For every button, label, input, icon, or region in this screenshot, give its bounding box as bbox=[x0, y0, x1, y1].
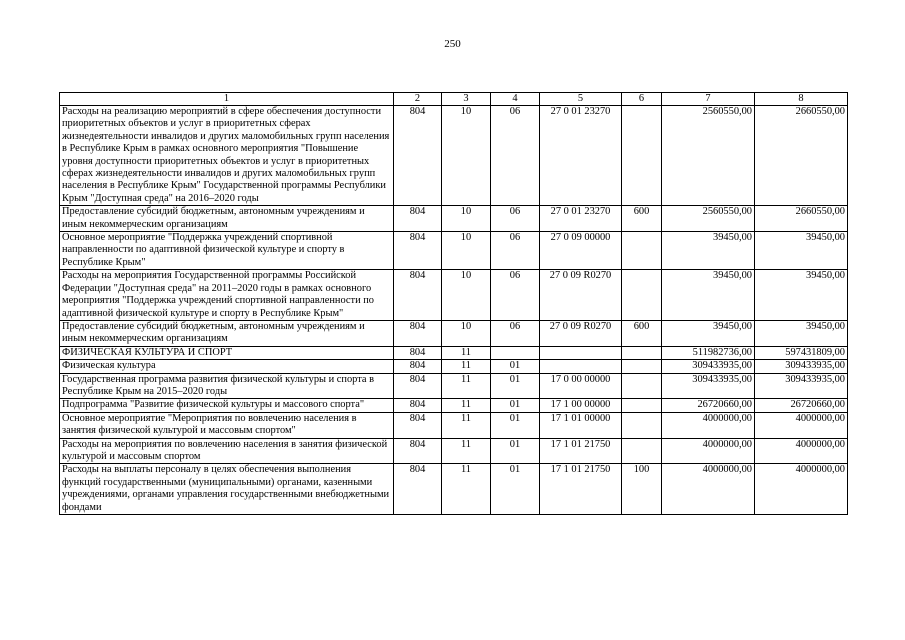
header-cell: 5 bbox=[540, 93, 622, 106]
row-target-article: 27 0 09 R0270 bbox=[540, 320, 622, 346]
row-description: ФИЗИЧЕСКАЯ КУЛЬТУРА И СПОРТ bbox=[60, 346, 394, 359]
table-row bbox=[60, 360, 848, 373]
row-description: Подпрограмма "Развитие физической культуры и массового спорта" bbox=[60, 399, 394, 412]
table-row bbox=[60, 320, 848, 346]
row-amount-col7: 39450,00 bbox=[662, 320, 755, 346]
row-amount-col7: 511982736,00 bbox=[662, 346, 755, 359]
header-cell: 6 bbox=[622, 93, 662, 106]
table-body bbox=[60, 106, 848, 515]
row-subsection-code: 01 bbox=[491, 412, 540, 438]
table-row bbox=[60, 106, 848, 206]
row-target-article: 17 1 00 00000 bbox=[540, 399, 622, 412]
row-target-article bbox=[540, 346, 622, 359]
header-cell: 1 bbox=[60, 93, 394, 106]
page-number: 250 bbox=[444, 38, 461, 50]
header-cell: 2 bbox=[394, 93, 442, 106]
row-subsection-code: 06 bbox=[491, 232, 540, 270]
row-amount-col8: 2660550,00 bbox=[755, 206, 848, 232]
row-department-code: 804 bbox=[394, 464, 442, 515]
header-cell: 8 bbox=[755, 93, 848, 106]
table-header bbox=[60, 93, 848, 106]
row-amount-col7: 4000000,00 bbox=[662, 438, 755, 464]
header-cell: 3 bbox=[442, 93, 491, 106]
row-department-code: 804 bbox=[394, 412, 442, 438]
row-subsection-code: 06 bbox=[491, 206, 540, 232]
row-amount-col8: 4000000,00 bbox=[755, 464, 848, 515]
row-description: Предоставление субсидий бюджетным, автономным учреждениям и иным некоммерческим организациям bbox=[60, 206, 394, 232]
row-amount-col8: 39450,00 bbox=[755, 320, 848, 346]
row-section-code: 10 bbox=[442, 106, 491, 206]
table-row bbox=[60, 270, 848, 321]
table-row bbox=[60, 464, 848, 515]
header-cell: 4 bbox=[491, 93, 540, 106]
table-row bbox=[60, 399, 848, 412]
row-department-code: 804 bbox=[394, 206, 442, 232]
row-department-code: 804 bbox=[394, 346, 442, 359]
row-department-code: 804 bbox=[394, 232, 442, 270]
row-section-code: 11 bbox=[442, 373, 491, 399]
row-section-code: 10 bbox=[442, 232, 491, 270]
row-target-article: 17 1 01 21750 bbox=[540, 464, 622, 515]
header-row bbox=[60, 93, 848, 106]
table-row bbox=[60, 438, 848, 464]
row-target-article: 17 1 01 21750 bbox=[540, 438, 622, 464]
row-amount-col8: 39450,00 bbox=[755, 232, 848, 270]
row-expense-type bbox=[622, 438, 662, 464]
row-section-code: 10 bbox=[442, 320, 491, 346]
row-expense-type bbox=[622, 232, 662, 270]
row-expense-type bbox=[622, 373, 662, 399]
row-description: Основное мероприятие "Мероприятия по вовлечению населения в занятия физической культурой и массовым спортом" bbox=[60, 412, 394, 438]
row-expense-type bbox=[622, 412, 662, 438]
row-amount-col7: 309433935,00 bbox=[662, 373, 755, 399]
row-target-article: 27 0 09 R0270 bbox=[540, 270, 622, 321]
row-target-article: 17 1 01 00000 bbox=[540, 412, 622, 438]
row-subsection-code: 06 bbox=[491, 270, 540, 321]
row-expense-type bbox=[622, 270, 662, 321]
row-description: Расходы на реализацию мероприятий в сфере обеспечения доступности приоритетных объектов и услуг в приоритетных сферах жизнедеятельности инвалидов и других маломобильных групп населения в Республике Крым в рамках основного мероприятия "Повышение уровня доступности приоритетных объектов и услуг в приоритетных сферах жизнедеятельности инвалидов и других маломобильных групп населения в Республике Крым" Государственной программы Республики Крым "Доступная среда" на 2016–2020 годы bbox=[60, 106, 394, 206]
row-amount-col7: 39450,00 bbox=[662, 232, 755, 270]
row-section-code: 11 bbox=[442, 438, 491, 464]
row-amount-col7: 2560550,00 bbox=[662, 206, 755, 232]
row-section-code: 11 bbox=[442, 412, 491, 438]
row-amount-col7: 4000000,00 bbox=[662, 412, 755, 438]
row-amount-col7: 2560550,00 bbox=[662, 106, 755, 206]
row-amount-col8: 309433935,00 bbox=[755, 360, 848, 373]
row-department-code: 804 bbox=[394, 360, 442, 373]
table-row bbox=[60, 412, 848, 438]
table-row bbox=[60, 373, 848, 399]
row-description: Расходы на мероприятия по вовлечению населения в занятия физической культурой и массовым спортом bbox=[60, 438, 394, 464]
row-amount-col8: 4000000,00 bbox=[755, 412, 848, 438]
row-department-code: 804 bbox=[394, 106, 442, 206]
row-subsection-code: 06 bbox=[491, 106, 540, 206]
row-description: Основное мероприятие "Поддержка учреждений спортивной направленности по адаптивной физической культуре и спорту в Республике Крым" bbox=[60, 232, 394, 270]
row-amount-col7: 39450,00 bbox=[662, 270, 755, 321]
row-expense-type bbox=[622, 106, 662, 206]
row-description: Предоставление субсидий бюджетным, автономным учреждениям и иным некоммерческим организациям bbox=[60, 320, 394, 346]
row-target-article: 17 0 00 00000 bbox=[540, 373, 622, 399]
row-subsection-code bbox=[491, 346, 540, 359]
row-amount-col8: 2660550,00 bbox=[755, 106, 848, 206]
row-expense-type: 100 bbox=[622, 464, 662, 515]
row-department-code: 804 bbox=[394, 270, 442, 321]
row-section-code: 10 bbox=[442, 270, 491, 321]
row-subsection-code: 01 bbox=[491, 373, 540, 399]
row-expense-type: 600 bbox=[622, 206, 662, 232]
row-description: Физическая культура bbox=[60, 360, 394, 373]
row-section-code: 10 bbox=[442, 206, 491, 232]
row-subsection-code: 01 bbox=[491, 360, 540, 373]
row-section-code: 11 bbox=[442, 464, 491, 515]
row-expense-type bbox=[622, 346, 662, 359]
table-row bbox=[60, 206, 848, 232]
row-target-article bbox=[540, 360, 622, 373]
row-subsection-code: 06 bbox=[491, 320, 540, 346]
row-amount-col8: 4000000,00 bbox=[755, 438, 848, 464]
row-amount-col8: 26720660,00 bbox=[755, 399, 848, 412]
row-department-code: 804 bbox=[394, 320, 442, 346]
row-description: Расходы на выплаты персоналу в целях обеспечения выполнения функций государственными (муниципальными) органами, казенными учреждениями, органами управления государственными внебюджетными фондами bbox=[60, 464, 394, 515]
header-cell: 7 bbox=[662, 93, 755, 106]
row-amount-col8: 309433935,00 bbox=[755, 373, 848, 399]
row-subsection-code: 01 bbox=[491, 464, 540, 515]
row-amount-col8: 597431809,00 bbox=[755, 346, 848, 359]
row-section-code: 11 bbox=[442, 360, 491, 373]
row-department-code: 804 bbox=[394, 373, 442, 399]
row-amount-col7: 4000000,00 bbox=[662, 464, 755, 515]
budget-table bbox=[59, 92, 848, 515]
row-amount-col8: 39450,00 bbox=[755, 270, 848, 321]
row-section-code: 11 bbox=[442, 399, 491, 412]
table-row bbox=[60, 346, 848, 359]
row-department-code: 804 bbox=[394, 399, 442, 412]
row-description: Государственная программа развития физической культуры и спорта в Республике Крым на 2015–2020 годы bbox=[60, 373, 394, 399]
row-target-article: 27 0 01 23270 bbox=[540, 206, 622, 232]
row-expense-type: 600 bbox=[622, 320, 662, 346]
row-amount-col7: 309433935,00 bbox=[662, 360, 755, 373]
row-expense-type bbox=[622, 360, 662, 373]
row-target-article: 27 0 09 00000 bbox=[540, 232, 622, 270]
row-target-article: 27 0 01 23270 bbox=[540, 106, 622, 206]
row-subsection-code: 01 bbox=[491, 438, 540, 464]
row-expense-type bbox=[622, 399, 662, 412]
row-section-code: 11 bbox=[442, 346, 491, 359]
row-department-code: 804 bbox=[394, 438, 442, 464]
row-subsection-code: 01 bbox=[491, 399, 540, 412]
row-description: Расходы на мероприятия Государственной программы Российской Федерации "Доступная среда" на 2011–2020 годы в рамках основного мероприятия "Поддержка учреждений спортивной направленности по адаптивной физической культуре и спорту в Республике Крым" bbox=[60, 270, 394, 321]
table-row bbox=[60, 232, 848, 270]
row-amount-col7: 26720660,00 bbox=[662, 399, 755, 412]
